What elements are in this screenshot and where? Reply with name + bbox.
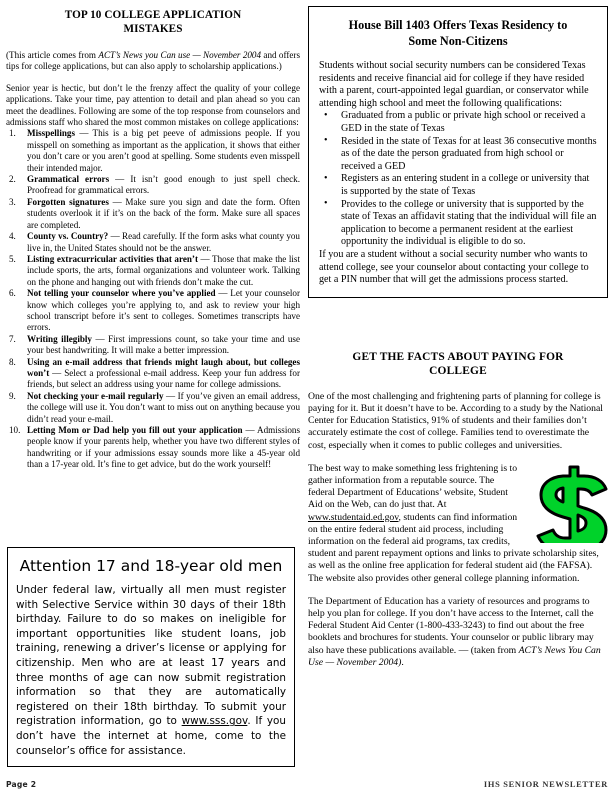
bullet-icon: • <box>324 135 328 147</box>
qualifications-list <box>319 110 597 249</box>
facts-paragraph-3-italic: ACT’s News You Can Use — November 2004) <box>308 644 601 668</box>
house-bill-box <box>308 6 608 298</box>
house-bill-intro: Students without social security numbers can be considered Texas residents and receive financial aid for college if they have resided with a parent, court-appointed legal guardian, or conservator while attending high school and meet the following qualifications: <box>319 60 589 109</box>
article-title-line1: TOP 10 COLLEGE APPLICATION <box>64 9 242 21</box>
list-item <box>319 136 597 174</box>
facts-article-title <box>308 350 608 379</box>
list-item-number: 4. <box>9 231 16 242</box>
list-item-text: — Those that make the list include sports, the arts, formal organizations and volunteer work. Talking on the phone and hanging out with friends don’t make the cut. <box>27 253 300 287</box>
house-bill-body <box>319 60 597 287</box>
facts-title-line1: GET THE FACTS ABOUT PAYING FOR <box>352 350 564 363</box>
list-item-number: 1. <box>9 128 16 139</box>
list-item-lead: Not telling your counselor where you’ve applied <box>27 288 216 299</box>
qualification-text: Provides to the college or university that is supported by the state of Texas an affidavit stating that the individual will file an application to become a permanent resident at the earliest opportunity the individual is eligible to do so. <box>341 198 597 248</box>
source-note-post: and offers tips for college applications, but can also apply to scholarship applications.) <box>6 50 300 72</box>
list-item-number: 3. <box>9 196 16 207</box>
list-item-lead: County vs. Country? <box>27 231 109 242</box>
list-item <box>6 425 300 471</box>
list-item <box>319 199 597 249</box>
bullet-icon: • <box>324 109 328 121</box>
facts-paragraph-3-pre: The Department of Education has a variety of resources and programs to help you plan for college. If you don’t have access to the Internet, call the Federal Student Aid Center (1-800-433-3243) to find out about the free booklets and brochures for students. Your counselor or public library may also have these publications available. — (taken from <box>308 595 594 656</box>
attention-box <box>7 547 295 767</box>
facts-paragraph-3-post: . <box>401 656 404 668</box>
list-item-text: — First impressions count, so take your time and use your best handwriting. It will make a better impression. <box>27 333 301 356</box>
list-item-number: 7. <box>9 333 16 344</box>
list-item <box>6 128 300 174</box>
list-item <box>6 357 300 391</box>
list-item-lead: Writing illegibly <box>27 333 92 344</box>
attention-box-body <box>16 583 286 758</box>
article-source-note <box>6 50 300 73</box>
source-note-pre: (This article comes from <box>6 50 99 60</box>
qualification-text: Resided in the state of Texas for at least 36 consecutive months as of the date the person graduated from high school or received a GED <box>341 135 597 172</box>
facts-title-line2: COLLEGE <box>429 365 487 378</box>
article-title-line2: MISTAKES <box>123 23 183 35</box>
facts-paragraph-2-post: , students can find information on the entire federal student aid process, including information on the federal aid programs, tax credits, student and parent repayment options and links to private scholarship sites, as well as the online free application for federal student aid (the FAFSA). The website also provides other general college planning information. <box>308 511 599 584</box>
bullet-icon: • <box>324 172 328 184</box>
list-item-lead: Forgotten signatures <box>27 196 109 207</box>
list-item-lead: Listing extracurricular activities that aren’t <box>27 253 198 264</box>
list-item-lead: Using an e-mail address that friends might laugh about, but colleges won’t <box>27 356 300 378</box>
list-item-text: — This is a big pet peeve of admissions people. If you misspell on something as important as the application, it shows that either you don’t care or you aren’t good at spelling. Some students even misspell their intended major. <box>27 128 300 173</box>
qualification-text: Registers as an entering student in a college or university that is supported by the state of Texas <box>341 173 590 197</box>
list-item-text: — If you’ve given an email address, the college will use it. You don’t want to miss out on anything because you didn’t read your e-mail. <box>27 390 300 424</box>
list-item <box>6 254 300 288</box>
list-item <box>6 288 300 334</box>
facts-paragraph-1: One of the most challenging and frightening parts of planning for college is paying for it. But it doesn’t have to be. According to a study by the National Center for Education Statistics, 91% of students and their families don’t accurately estimate the cost of college. Families tend to overestimate the cost, especially when it comes to public colleges and universities. <box>308 390 603 451</box>
list-item-number: 5. <box>9 253 16 264</box>
sss-gov-link[interactable]: www.sss.gov <box>181 715 248 728</box>
list-item <box>6 231 300 254</box>
list-item-text: — Make sure you sign and date the form. Often students overlook it if it’s on the back of the form. Make sure all spaces are completed. <box>27 196 301 230</box>
list-item-text: — Select a professional e-mail address. Keep your fun address for friends, but select an address using your name for college admissions. <box>27 367 300 390</box>
house-bill-closing: If you are a student without a social security number who wants to attend college, see your counselor about contacting your college to get a PIN number that will get the admissions process started. <box>319 248 589 286</box>
list-item-number: 9. <box>9 390 16 401</box>
facts-article-body <box>308 391 608 669</box>
list-item-text: — Admissions people know if your parents help, whether you have two different styles of handwriting or if your admissions essay sounds more like a 45-year old than a 17-year old. It’s fine to get advice, but do the work yourself! <box>27 425 300 470</box>
facts-paragraph-3 <box>308 596 608 669</box>
attention-body-part1: Under federal law, virtually all men must register with Selective Service within 30 days of their 18th birthday. Failure to do so makes on ineligible for important opportunities like student loans, job training, renewing a driver’s license or applying for citizenship. Men who are at least 17 years and three months of age can now submit registration information so that they are automatically registered on their 18th birthday. To submit your registration information, go to <box>16 584 286 728</box>
list-item-number: 2. <box>9 174 16 185</box>
studentaid-link[interactable]: www.studentaid.ed.gov <box>308 511 399 523</box>
left-column <box>6 8 300 471</box>
list-item <box>319 173 597 198</box>
house-bill-title-line2: Some Non-Citizens <box>408 33 508 48</box>
right-column <box>308 6 608 669</box>
list-item-text: — Read carefully. If the form asks what county you live in, the United States should not be the answer. <box>27 231 300 253</box>
list-item <box>6 174 300 197</box>
attention-box-title: Attention 17 and 18-year old men <box>19 557 283 575</box>
list-item <box>6 391 300 425</box>
list-item <box>6 197 300 231</box>
right-column-spacer <box>308 298 608 350</box>
list-item-text: — Let your counselor know which colleges you’re applying to, and ask to review your high school transcript before it’s sent to colleges. Sometimes transcripts have errors. <box>27 288 301 333</box>
facts-paragraph-2-pre: The best way to make something less frightening is to gather information from a reputable source. The federal Department of Educations’ website, Student Aid on the Web, can do just that. At <box>308 462 518 511</box>
list-item-number: 6. <box>9 288 16 299</box>
list-item <box>6 334 300 357</box>
list-item-lead: Grammatical errors <box>27 174 110 185</box>
house-bill-title <box>319 18 597 49</box>
list-item-lead: Not checking your e-mail regularly <box>27 390 164 401</box>
qualification-text: Graduated from a public or private high school or received a GED in the state of Texas <box>341 110 586 134</box>
footer-page-number: Page 2 <box>6 780 37 789</box>
footer-newsletter-name: IHS SENIOR NEWSLETTER <box>483 780 608 789</box>
list-item-lead: Letting Mom or Dad help you fill out your application <box>27 425 243 435</box>
house-bill-title-line1: House Bill 1403 Offers Texas Residency to <box>348 18 568 32</box>
list-item-number: 10. <box>9 425 21 435</box>
source-note-italic: ACT’s News you Can use — November 2004 <box>98 50 262 60</box>
mistakes-list <box>6 128 300 470</box>
list-item-lead: Misspellings <box>27 128 76 139</box>
list-item-text: — It isn’t good enough to just spell check. Proofread for grammatical errors. <box>27 174 301 196</box>
dollar-sign-graphic <box>524 465 608 543</box>
article-intro-paragraph: Senior year is hectic, but don’t le the frenzy affect the quality of your college applications. Take your time, pay attention to detail and plan ahead so you can meet the deadlines. Following are some of the top response from counselors and admissions staff who shared the most common mistakes on college applications: <box>6 82 300 128</box>
list-item-number: 8. <box>9 356 16 367</box>
article-title-top-10 <box>6 8 300 36</box>
bullet-icon: • <box>324 198 328 210</box>
facts-paragraph-2 <box>308 463 608 585</box>
attention-body-part2: . If you don’t have the internet at home, come to the counselor’s office for assistance. <box>16 715 286 757</box>
list-item <box>319 110 597 135</box>
